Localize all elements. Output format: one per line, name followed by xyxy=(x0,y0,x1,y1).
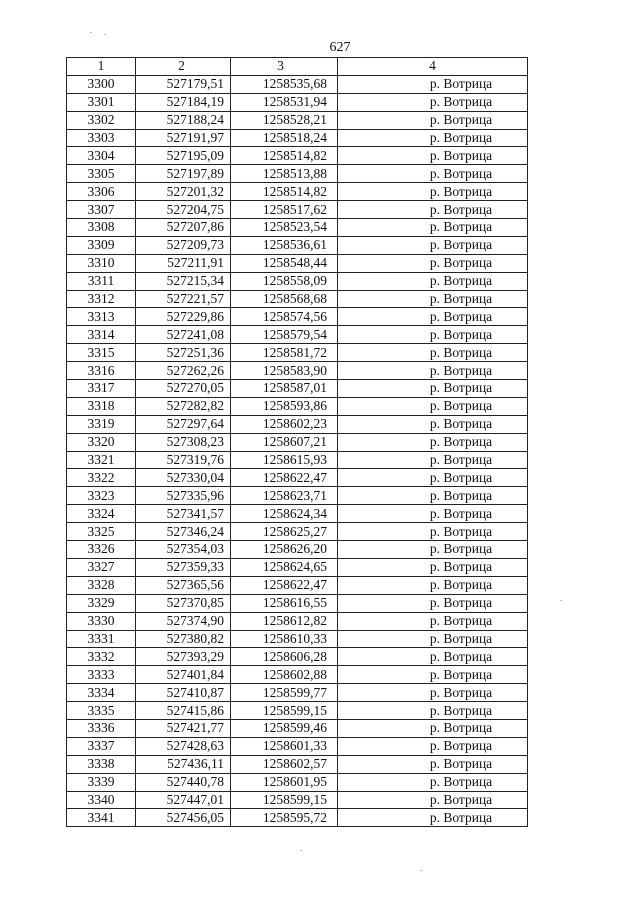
location-name-cell: р. Вотрица xyxy=(338,93,528,111)
point-number-cell: 3302 xyxy=(67,111,136,129)
point-number-cell: 3319 xyxy=(67,415,136,433)
coord-y-cell: 1258624,34 xyxy=(231,505,338,523)
table-row xyxy=(67,648,528,666)
coord-x-cell: 527335,96 xyxy=(136,487,231,505)
location-name-cell: р. Вотрица xyxy=(338,684,528,702)
table-row xyxy=(67,272,528,290)
coord-x-cell: 527354,03 xyxy=(136,541,231,559)
coord-x-cell: 527179,51 xyxy=(136,75,231,93)
table-row xyxy=(67,433,528,451)
location-name-cell: р. Вотрица xyxy=(338,290,528,308)
location-name-cell: р. Вотрица xyxy=(338,755,528,773)
coord-y-cell: 1258602,23 xyxy=(231,415,338,433)
point-number-cell: 3334 xyxy=(67,684,136,702)
coordinates-table xyxy=(66,57,528,827)
table-row xyxy=(67,773,528,791)
coord-x-cell: 527410,87 xyxy=(136,684,231,702)
coord-x-cell: 527341,57 xyxy=(136,505,231,523)
coord-x-cell: 527201,32 xyxy=(136,183,231,201)
coord-y-cell: 1258531,94 xyxy=(231,93,338,111)
coord-y-cell: 1258535,68 xyxy=(231,75,338,93)
location-name-cell: р. Вотрица xyxy=(338,362,528,380)
table-row xyxy=(67,201,528,219)
table-row xyxy=(67,308,528,326)
point-number-cell: 3341 xyxy=(67,809,136,827)
coord-x-cell: 527308,23 xyxy=(136,433,231,451)
location-name-cell: р. Вотрица xyxy=(338,380,528,398)
coord-y-cell: 1258602,57 xyxy=(231,755,338,773)
location-name-cell: р. Вотрица xyxy=(338,236,528,254)
location-name-cell: р. Вотрица xyxy=(338,612,528,630)
coord-y-cell: 1258558,09 xyxy=(231,272,338,290)
coord-y-cell: 1258623,71 xyxy=(231,487,338,505)
coord-x-cell: 527447,01 xyxy=(136,791,231,809)
coord-y-cell: 1258517,62 xyxy=(231,201,338,219)
location-name-cell: р. Вотрица xyxy=(338,451,528,469)
table-header-row xyxy=(67,58,528,76)
table-row xyxy=(67,469,528,487)
coord-x-cell: 527421,77 xyxy=(136,719,231,737)
coord-y-cell: 1258593,86 xyxy=(231,397,338,415)
coord-y-cell: 1258615,93 xyxy=(231,451,338,469)
table-row xyxy=(67,362,528,380)
table-row xyxy=(67,737,528,755)
table-row xyxy=(67,809,528,827)
scan-speck xyxy=(90,32,92,33)
coord-y-cell: 1258523,54 xyxy=(231,219,338,237)
table-row xyxy=(67,415,528,433)
point-number-cell: 3306 xyxy=(67,183,136,201)
coord-x-cell: 527297,64 xyxy=(136,415,231,433)
point-number-cell: 3322 xyxy=(67,469,136,487)
location-name-cell: р. Вотрица xyxy=(338,344,528,362)
location-name-cell: р. Вотрица xyxy=(338,165,528,183)
point-number-cell: 3308 xyxy=(67,219,136,237)
coord-y-cell: 1258514,82 xyxy=(231,183,338,201)
table-row xyxy=(67,380,528,398)
coord-x-cell: 527282,82 xyxy=(136,397,231,415)
coord-x-cell: 527319,76 xyxy=(136,451,231,469)
location-name-cell: р. Вотрица xyxy=(338,648,528,666)
point-number-cell: 3332 xyxy=(67,648,136,666)
location-name-cell: р. Вотрица xyxy=(338,773,528,791)
coord-x-cell: 527393,29 xyxy=(136,648,231,666)
location-name-cell: р. Вотрица xyxy=(338,308,528,326)
point-number-cell: 3321 xyxy=(67,451,136,469)
coord-y-cell: 1258607,21 xyxy=(231,433,338,451)
point-number-cell: 3333 xyxy=(67,666,136,684)
location-name-cell: р. Вотрица xyxy=(338,326,528,344)
coord-y-cell: 1258536,61 xyxy=(231,236,338,254)
coord-x-cell: 527374,90 xyxy=(136,612,231,630)
coord-x-cell: 527195,09 xyxy=(136,147,231,165)
coord-x-cell: 527241,08 xyxy=(136,326,231,344)
table-row xyxy=(67,451,528,469)
coord-y-cell: 1258568,68 xyxy=(231,290,338,308)
location-name-cell: р. Вотрица xyxy=(338,272,528,290)
table-body xyxy=(67,75,528,826)
coord-x-cell: 527330,04 xyxy=(136,469,231,487)
table-row xyxy=(67,219,528,237)
coord-x-cell: 527456,05 xyxy=(136,809,231,827)
coord-x-cell: 527209,73 xyxy=(136,236,231,254)
scan-speck xyxy=(420,870,422,871)
location-name-cell: р. Вотрица xyxy=(338,523,528,541)
table-row xyxy=(67,75,528,93)
table-row xyxy=(67,594,528,612)
coord-y-cell: 1258624,65 xyxy=(231,558,338,576)
point-number-cell: 3304 xyxy=(67,147,136,165)
coord-x-cell: 527221,57 xyxy=(136,290,231,308)
location-name-cell: р. Вотрица xyxy=(338,576,528,594)
coord-x-cell: 527251,36 xyxy=(136,344,231,362)
coord-y-cell: 1258625,27 xyxy=(231,523,338,541)
coord-y-cell: 1258606,28 xyxy=(231,648,338,666)
point-number-cell: 3324 xyxy=(67,505,136,523)
table-row xyxy=(67,397,528,415)
location-name-cell: р. Вотрица xyxy=(338,505,528,523)
table-row xyxy=(67,523,528,541)
location-name-cell: р. Вотрица xyxy=(338,558,528,576)
point-number-cell: 3338 xyxy=(67,755,136,773)
point-number-cell: 3318 xyxy=(67,397,136,415)
point-number-cell: 3329 xyxy=(67,594,136,612)
table-row xyxy=(67,111,528,129)
location-name-cell: р. Вотрица xyxy=(338,75,528,93)
location-name-cell: р. Вотрица xyxy=(338,433,528,451)
table-row xyxy=(67,630,528,648)
coord-x-cell: 527359,33 xyxy=(136,558,231,576)
table-row xyxy=(67,576,528,594)
coord-x-cell: 527401,84 xyxy=(136,666,231,684)
coord-x-cell: 527346,24 xyxy=(136,523,231,541)
location-name-cell: р. Вотрица xyxy=(338,111,528,129)
coord-y-cell: 1258602,88 xyxy=(231,666,338,684)
table-row xyxy=(67,719,528,737)
location-name-cell: р. Вотрица xyxy=(338,219,528,237)
point-number-cell: 3317 xyxy=(67,380,136,398)
location-name-cell: р. Вотрица xyxy=(338,201,528,219)
coord-y-cell: 1258587,01 xyxy=(231,380,338,398)
coord-y-cell: 1258599,46 xyxy=(231,719,338,737)
coord-y-cell: 1258626,20 xyxy=(231,541,338,559)
coord-x-cell: 527365,56 xyxy=(136,576,231,594)
table-row xyxy=(67,612,528,630)
coord-x-cell: 527197,89 xyxy=(136,165,231,183)
table-row xyxy=(67,254,528,272)
point-number-cell: 3339 xyxy=(67,773,136,791)
table-row xyxy=(67,755,528,773)
table-row xyxy=(67,666,528,684)
point-number-cell: 3326 xyxy=(67,541,136,559)
coord-y-cell: 1258601,33 xyxy=(231,737,338,755)
column-header-2: 2 xyxy=(136,58,231,76)
coord-x-cell: 527215,34 xyxy=(136,272,231,290)
page-number: 627 xyxy=(329,40,351,55)
location-name-cell: р. Вотрица xyxy=(338,147,528,165)
coord-x-cell: 527270,05 xyxy=(136,380,231,398)
location-name-cell: р. Вотрица xyxy=(338,487,528,505)
point-number-cell: 3307 xyxy=(67,201,136,219)
coord-y-cell: 1258595,72 xyxy=(231,809,338,827)
point-number-cell: 3323 xyxy=(67,487,136,505)
coord-x-cell: 527207,86 xyxy=(136,219,231,237)
coord-y-cell: 1258601,95 xyxy=(231,773,338,791)
table-row xyxy=(67,165,528,183)
coord-x-cell: 527436,11 xyxy=(136,755,231,773)
point-number-cell: 3310 xyxy=(67,254,136,272)
column-header-3: 3 xyxy=(231,58,338,76)
column-header-4: 4 xyxy=(338,58,528,76)
coord-y-cell: 1258599,15 xyxy=(231,702,338,720)
table-row xyxy=(67,183,528,201)
table-row xyxy=(67,326,528,344)
location-name-cell: р. Вотрица xyxy=(338,702,528,720)
coord-y-cell: 1258583,90 xyxy=(231,362,338,380)
coord-x-cell: 527262,26 xyxy=(136,362,231,380)
coord-y-cell: 1258610,33 xyxy=(231,630,338,648)
location-name-cell: р. Вотрица xyxy=(338,630,528,648)
location-name-cell: р. Вотрица xyxy=(338,594,528,612)
location-name-cell: р. Вотрица xyxy=(338,791,528,809)
coord-x-cell: 527370,85 xyxy=(136,594,231,612)
table-row xyxy=(67,344,528,362)
table-row xyxy=(67,541,528,559)
table-row xyxy=(67,290,528,308)
table-row xyxy=(67,702,528,720)
point-number-cell: 3340 xyxy=(67,791,136,809)
coord-x-cell: 527428,63 xyxy=(136,737,231,755)
scan-speck xyxy=(104,34,106,35)
coord-x-cell: 527184,19 xyxy=(136,93,231,111)
coord-y-cell: 1258581,72 xyxy=(231,344,338,362)
coord-x-cell: 527440,78 xyxy=(136,773,231,791)
point-number-cell: 3315 xyxy=(67,344,136,362)
coord-x-cell: 527188,24 xyxy=(136,111,231,129)
point-number-cell: 3303 xyxy=(67,129,136,147)
coord-x-cell: 527211,91 xyxy=(136,254,231,272)
table-row xyxy=(67,684,528,702)
coord-y-cell: 1258622,47 xyxy=(231,576,338,594)
column-header-1: 1 xyxy=(67,58,136,76)
point-number-cell: 3300 xyxy=(67,75,136,93)
point-number-cell: 3313 xyxy=(67,308,136,326)
coord-y-cell: 1258622,47 xyxy=(231,469,338,487)
location-name-cell: р. Вотрица xyxy=(338,254,528,272)
point-number-cell: 3328 xyxy=(67,576,136,594)
table-row xyxy=(67,558,528,576)
coord-y-cell: 1258599,15 xyxy=(231,791,338,809)
table-row xyxy=(67,147,528,165)
table-row xyxy=(67,93,528,111)
point-number-cell: 3309 xyxy=(67,236,136,254)
location-name-cell: р. Вотрица xyxy=(338,469,528,487)
coord-x-cell: 527415,86 xyxy=(136,702,231,720)
table-row xyxy=(67,791,528,809)
location-name-cell: р. Вотрица xyxy=(338,415,528,433)
point-number-cell: 3336 xyxy=(67,719,136,737)
location-name-cell: р. Вотрица xyxy=(338,541,528,559)
scan-speck xyxy=(560,600,562,601)
location-name-cell: р. Вотрица xyxy=(338,737,528,755)
coord-y-cell: 1258579,54 xyxy=(231,326,338,344)
location-name-cell: р. Вотрица xyxy=(338,129,528,147)
coord-y-cell: 1258612,82 xyxy=(231,612,338,630)
location-name-cell: р. Вотрица xyxy=(338,719,528,737)
coord-y-cell: 1258513,88 xyxy=(231,165,338,183)
table-row xyxy=(67,487,528,505)
table-row xyxy=(67,236,528,254)
coord-y-cell: 1258574,56 xyxy=(231,308,338,326)
point-number-cell: 3311 xyxy=(67,272,136,290)
coord-x-cell: 527204,75 xyxy=(136,201,231,219)
point-number-cell: 3316 xyxy=(67,362,136,380)
point-number-cell: 3314 xyxy=(67,326,136,344)
point-number-cell: 3330 xyxy=(67,612,136,630)
point-number-cell: 3331 xyxy=(67,630,136,648)
coord-x-cell: 527380,82 xyxy=(136,630,231,648)
location-name-cell: р. Вотрица xyxy=(338,183,528,201)
point-number-cell: 3312 xyxy=(67,290,136,308)
table-row xyxy=(67,129,528,147)
point-number-cell: 3327 xyxy=(67,558,136,576)
location-name-cell: р. Вотрица xyxy=(338,666,528,684)
coord-y-cell: 1258514,82 xyxy=(231,147,338,165)
table-row xyxy=(67,505,528,523)
location-name-cell: р. Вотрица xyxy=(338,397,528,415)
point-number-cell: 3301 xyxy=(67,93,136,111)
location-name-cell: р. Вотрица xyxy=(338,809,528,827)
point-number-cell: 3320 xyxy=(67,433,136,451)
point-number-cell: 3335 xyxy=(67,702,136,720)
coord-y-cell: 1258616,55 xyxy=(231,594,338,612)
point-number-cell: 3305 xyxy=(67,165,136,183)
coord-y-cell: 1258528,21 xyxy=(231,111,338,129)
scan-speck xyxy=(300,850,302,851)
coord-y-cell: 1258518,24 xyxy=(231,129,338,147)
point-number-cell: 3325 xyxy=(67,523,136,541)
coord-y-cell: 1258548,44 xyxy=(231,254,338,272)
coord-x-cell: 527191,97 xyxy=(136,129,231,147)
point-number-cell: 3337 xyxy=(67,737,136,755)
coord-y-cell: 1258599,77 xyxy=(231,684,338,702)
coord-x-cell: 527229,86 xyxy=(136,308,231,326)
